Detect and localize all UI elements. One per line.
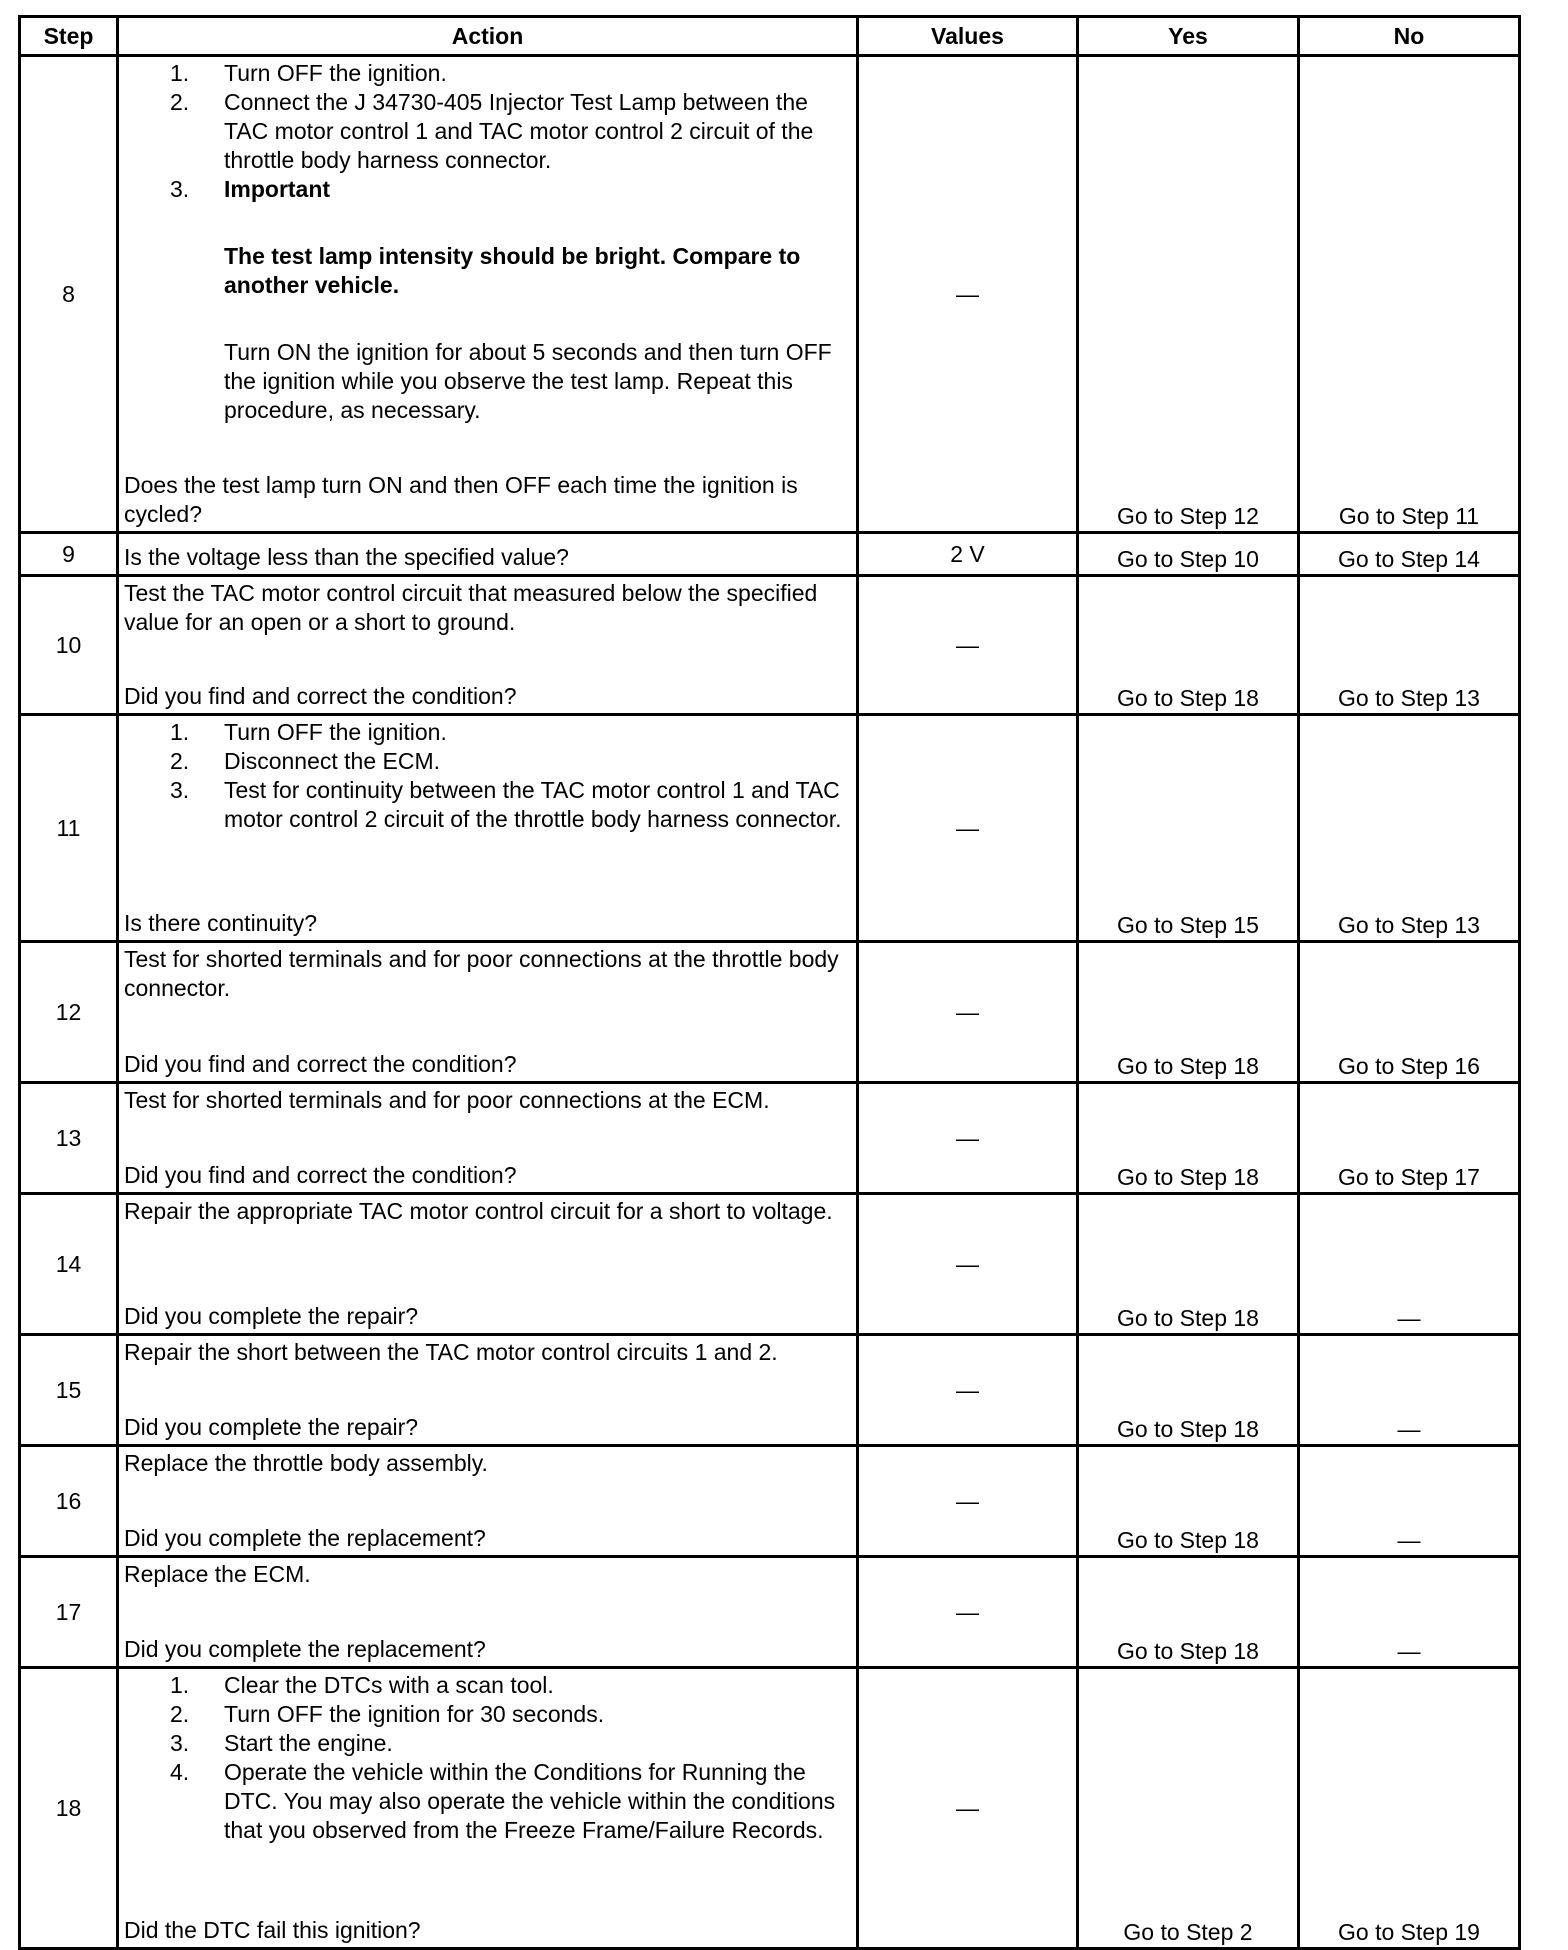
no-cell: —: [1299, 1335, 1520, 1446]
instruction-number: 3.: [170, 1730, 190, 1756]
step-number: 13: [20, 1083, 118, 1194]
no-cell: —: [1299, 1194, 1520, 1335]
action-content: [119, 1669, 856, 1947]
diagnostic-table: [18, 15, 1521, 1950]
instruction-text: Turn OFF the ignition.: [224, 60, 447, 86]
header-step: Step: [20, 17, 118, 56]
value-cell: —: [858, 1668, 1078, 1949]
value-cell: 2 V: [858, 533, 1078, 576]
instruction-text: Operate the vehicle within the Conditions for Running the DTC. You may also operate the vehicle within the conditions that you observed from the Freeze Frame/Failure Records.: [224, 1759, 836, 1843]
action-content: [119, 943, 856, 1081]
action-question: Does the test lamp turn ON and then OFF each time the ignition is cycled?: [124, 472, 798, 527]
action-cell: [118, 1446, 858, 1557]
instruction-item: [170, 1671, 852, 1700]
table-row: [20, 715, 1520, 942]
action-body: [124, 1449, 852, 1478]
action-body: [124, 1338, 852, 1367]
step-number: 17: [20, 1557, 118, 1668]
action-body: [124, 945, 852, 1003]
action-cell: [118, 56, 858, 533]
no-cell: —: [1299, 1446, 1520, 1557]
instruction-list: [124, 59, 852, 425]
action-cell: [118, 576, 858, 715]
instruction-number: 1.: [170, 719, 190, 745]
step-number: 18: [20, 1668, 118, 1949]
instruction-item: [170, 1729, 852, 1758]
instruction-text: Disconnect the ECM.: [224, 748, 441, 774]
instruction-number: 2.: [170, 1701, 190, 1727]
no-cell: —: [1299, 1557, 1520, 1668]
step-number: 10: [20, 576, 118, 715]
table-row: [20, 1335, 1520, 1446]
instruction-number: 1.: [170, 60, 190, 86]
action-cell: [118, 942, 858, 1083]
table-row: [20, 1668, 1520, 1949]
action-cell: [118, 1083, 858, 1194]
instruction-number: 1.: [170, 1672, 190, 1698]
action-cell: [118, 1668, 858, 1949]
yes-cell: Go to Step 18: [1078, 1194, 1299, 1335]
value-cell: —: [858, 1335, 1078, 1446]
header-action: Action: [118, 17, 858, 56]
instruction-item: [170, 747, 852, 776]
yes-cell: Go to Step 2: [1078, 1668, 1299, 1949]
instruction-item: [170, 88, 852, 175]
value-cell: —: [858, 1557, 1078, 1668]
action-content: [119, 534, 856, 574]
instruction-list: [124, 1671, 852, 1845]
yes-cell: Go to Step 18: [1078, 942, 1299, 1083]
action-body: [124, 1197, 852, 1226]
step-number: 11: [20, 715, 118, 942]
header-values: Values: [858, 17, 1078, 56]
step-number: 14: [20, 1194, 118, 1335]
instruction-number: 2.: [170, 748, 190, 774]
action-cell: [118, 1557, 858, 1668]
no-cell: Go to Step 14: [1299, 533, 1520, 576]
yes-cell: Go to Step 12: [1078, 56, 1299, 533]
yes-cell: Go to Step 18: [1078, 1446, 1299, 1557]
instruction-item: [170, 776, 852, 834]
action-text: Test for shorted terminals and for poor connections at the throttle body connector.: [124, 946, 839, 1001]
action-content: [119, 1084, 856, 1192]
no-cell: Go to Step 19: [1299, 1668, 1520, 1949]
action-question: Did the DTC fail this ignition?: [124, 1917, 421, 1943]
table-row: [20, 942, 1520, 1083]
value-cell: —: [858, 1083, 1078, 1194]
value-cell: —: [858, 1446, 1078, 1557]
action-content: [119, 577, 856, 713]
instruction-text: Start the engine.: [224, 1730, 393, 1756]
step-number: 16: [20, 1446, 118, 1557]
action-question: Is there continuity?: [124, 910, 318, 936]
action-text: Repair the appropriate TAC motor control circuit for a short to voltage.: [124, 1198, 833, 1224]
action-body: [124, 718, 852, 834]
important-note: The test lamp intensity should be bright. Compare to another vehicle.: [224, 243, 801, 298]
action-content: [119, 1195, 856, 1333]
instruction-item: [170, 1758, 852, 1845]
action-question: Is the voltage less than the specified value?: [124, 544, 569, 570]
value-cell: —: [858, 56, 1078, 533]
yes-cell: Go to Step 10: [1078, 533, 1299, 576]
action-cell: [118, 1335, 858, 1446]
step-number: 15: [20, 1335, 118, 1446]
action-text: Replace the ECM.: [124, 1561, 311, 1587]
no-cell: Go to Step 17: [1299, 1083, 1520, 1194]
table-row: [20, 1557, 1520, 1668]
value-cell: —: [858, 942, 1078, 1083]
action-text: Repair the short between the TAC motor control circuits 1 and 2.: [124, 1339, 778, 1365]
important-text: Turn ON the ignition for about 5 seconds and then turn OFF the ignition while you observe the test lamp. Repeat this procedure, as necessary.: [224, 339, 832, 423]
step-number: 9: [20, 533, 118, 576]
instruction-text: Test for continuity between the TAC motor control 1 and TAC motor control 2 circuit of the throttle body harness connector.: [224, 777, 842, 832]
instruction-number: 3.: [170, 777, 190, 803]
important-item: [170, 175, 852, 425]
value-cell: —: [858, 576, 1078, 715]
step-number: 8: [20, 56, 118, 533]
table-row: [20, 533, 1520, 576]
yes-cell: Go to Step 15: [1078, 715, 1299, 942]
action-body: [124, 59, 852, 425]
action-content: [119, 1336, 856, 1444]
yes-cell: Go to Step 18: [1078, 1557, 1299, 1668]
action-content: [119, 1558, 856, 1666]
action-body: [124, 579, 852, 637]
yes-cell: Go to Step 18: [1078, 1083, 1299, 1194]
action-text: Test for shorted terminals and for poor connections at the ECM.: [124, 1087, 770, 1113]
value-cell: —: [858, 1194, 1078, 1335]
action-question: Did you complete the repair?: [124, 1303, 419, 1329]
instruction-text: Turn OFF the ignition.: [224, 719, 447, 745]
header-no: No: [1299, 17, 1520, 56]
action-question: Did you complete the replacement?: [124, 1525, 486, 1551]
instruction-item: [170, 1700, 852, 1729]
action-question: Did you complete the replacement?: [124, 1636, 486, 1662]
action-text: Test the TAC motor control circuit that measured below the specified value for an open or a short to ground.: [124, 580, 818, 635]
instruction-text: Clear the DTCs with a scan tool.: [224, 1672, 554, 1698]
no-cell: Go to Step 13: [1299, 576, 1520, 715]
action-question: Did you find and correct the condition?: [124, 683, 517, 709]
action-question: Did you complete the repair?: [124, 1414, 419, 1440]
header-yes: Yes: [1078, 17, 1299, 56]
action-content: [119, 57, 856, 531]
instruction-text: Connect the J 34730-405 Injector Test Lamp between the TAC motor control 1 and TAC motor control 2 circuit of the throttle body harness connector.: [224, 89, 814, 173]
action-body: [124, 1560, 852, 1589]
action-cell: [118, 1194, 858, 1335]
table-row: [20, 1083, 1520, 1194]
action-question: Did you find and correct the condition?: [124, 1051, 517, 1077]
instruction-number: 3.: [170, 176, 190, 202]
action-text: Replace the throttle body assembly.: [124, 1450, 488, 1476]
action-question: Did you find and correct the condition?: [124, 1162, 517, 1188]
action-body: [124, 1671, 852, 1845]
table-row: [20, 1194, 1520, 1335]
yes-cell: Go to Step 18: [1078, 1335, 1299, 1446]
yes-cell: Go to Step 18: [1078, 576, 1299, 715]
action-content: [119, 716, 856, 940]
no-cell: Go to Step 16: [1299, 942, 1520, 1083]
instruction-list: [124, 718, 852, 834]
action-content: [119, 1447, 856, 1555]
instruction-item: [170, 59, 852, 88]
instruction-text: Turn OFF the ignition for 30 seconds.: [224, 1701, 605, 1727]
step-number: 12: [20, 942, 118, 1083]
table-row: [20, 56, 1520, 533]
action-cell: [118, 533, 858, 576]
no-cell: Go to Step 13: [1299, 715, 1520, 942]
table-row: [20, 576, 1520, 715]
action-body: [124, 1086, 852, 1115]
header-row: [20, 17, 1520, 56]
action-cell: [118, 715, 858, 942]
important-heading: Important: [224, 176, 331, 202]
no-cell: Go to Step 11: [1299, 56, 1520, 533]
instruction-number: 2.: [170, 89, 190, 115]
instruction-item: [170, 718, 852, 747]
value-cell: —: [858, 715, 1078, 942]
instruction-number: 4.: [170, 1759, 190, 1785]
table-row: [20, 1446, 1520, 1557]
